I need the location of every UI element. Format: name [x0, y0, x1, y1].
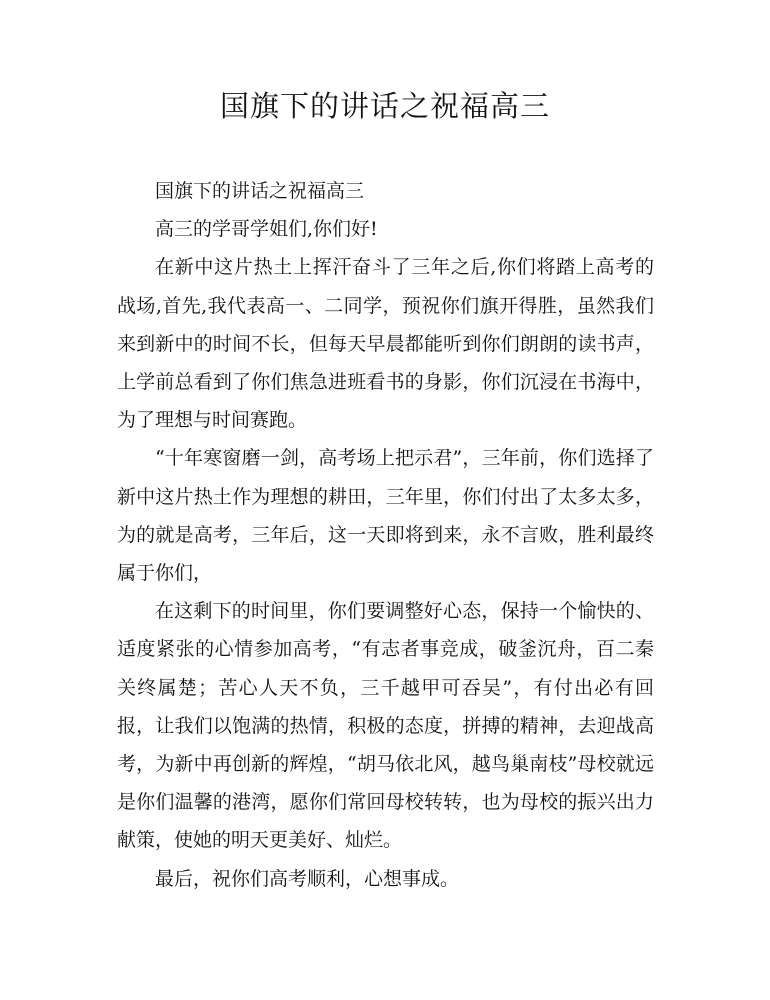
- paragraph-closing: 最后，祝你们高考顺利，心想事成。: [155, 867, 460, 890]
- document-title: 国旗下的讲话之祝福高三: [219, 89, 550, 123]
- paragraph: 在这剩下的时间里，你们要调整好心态，保持一个愉快的、适度紧张的心情参加高考，“有志者事竞成，破釜沉舟，百二秦关终属楚；苦心人天不负，三千越甲可吞吴”，有付出必有回报，让我们以饱满的热情，积极的态度，拼搏的精神，去迎战高考，为新中再创新的辉煌，“胡马依北风，越鸟巢南枝”母校就远是你们温馨的港湾，愿你们常回母校转转，也为母校的振兴出力献策，使她的明天更美好、灿烂。: [117, 600, 654, 852]
- paragraph-greeting: 高三的学哥学姐们,你们好!: [155, 218, 378, 241]
- paragraph: “十年寒窗磨一剑，高考场上把示君”，三年前，你们选择了新中这片热土作为理想的耕田，三年里，你们付出了太多太多，为的就是高考，三年后，这一天即将到来，永不言败，胜利最终属于你们，: [117, 447, 654, 585]
- document-body: [117, 172, 654, 898]
- paragraph-heading: 国旗下的讲话之祝福高三: [155, 180, 365, 202]
- paragraph: 在新中这片热土上挥汗奋斗了三年之后,你们将踏上高考的战场,首先,我代表高一、二同学，预祝你们旗开得胜，虽然我们来到新中的时间不长，但每天早晨都能听到你们朗朗的读书声，上学前总看到了你们焦急进班看书的身影，你们沉浸在书海中，为了理想与时间赛跑。: [117, 256, 654, 432]
